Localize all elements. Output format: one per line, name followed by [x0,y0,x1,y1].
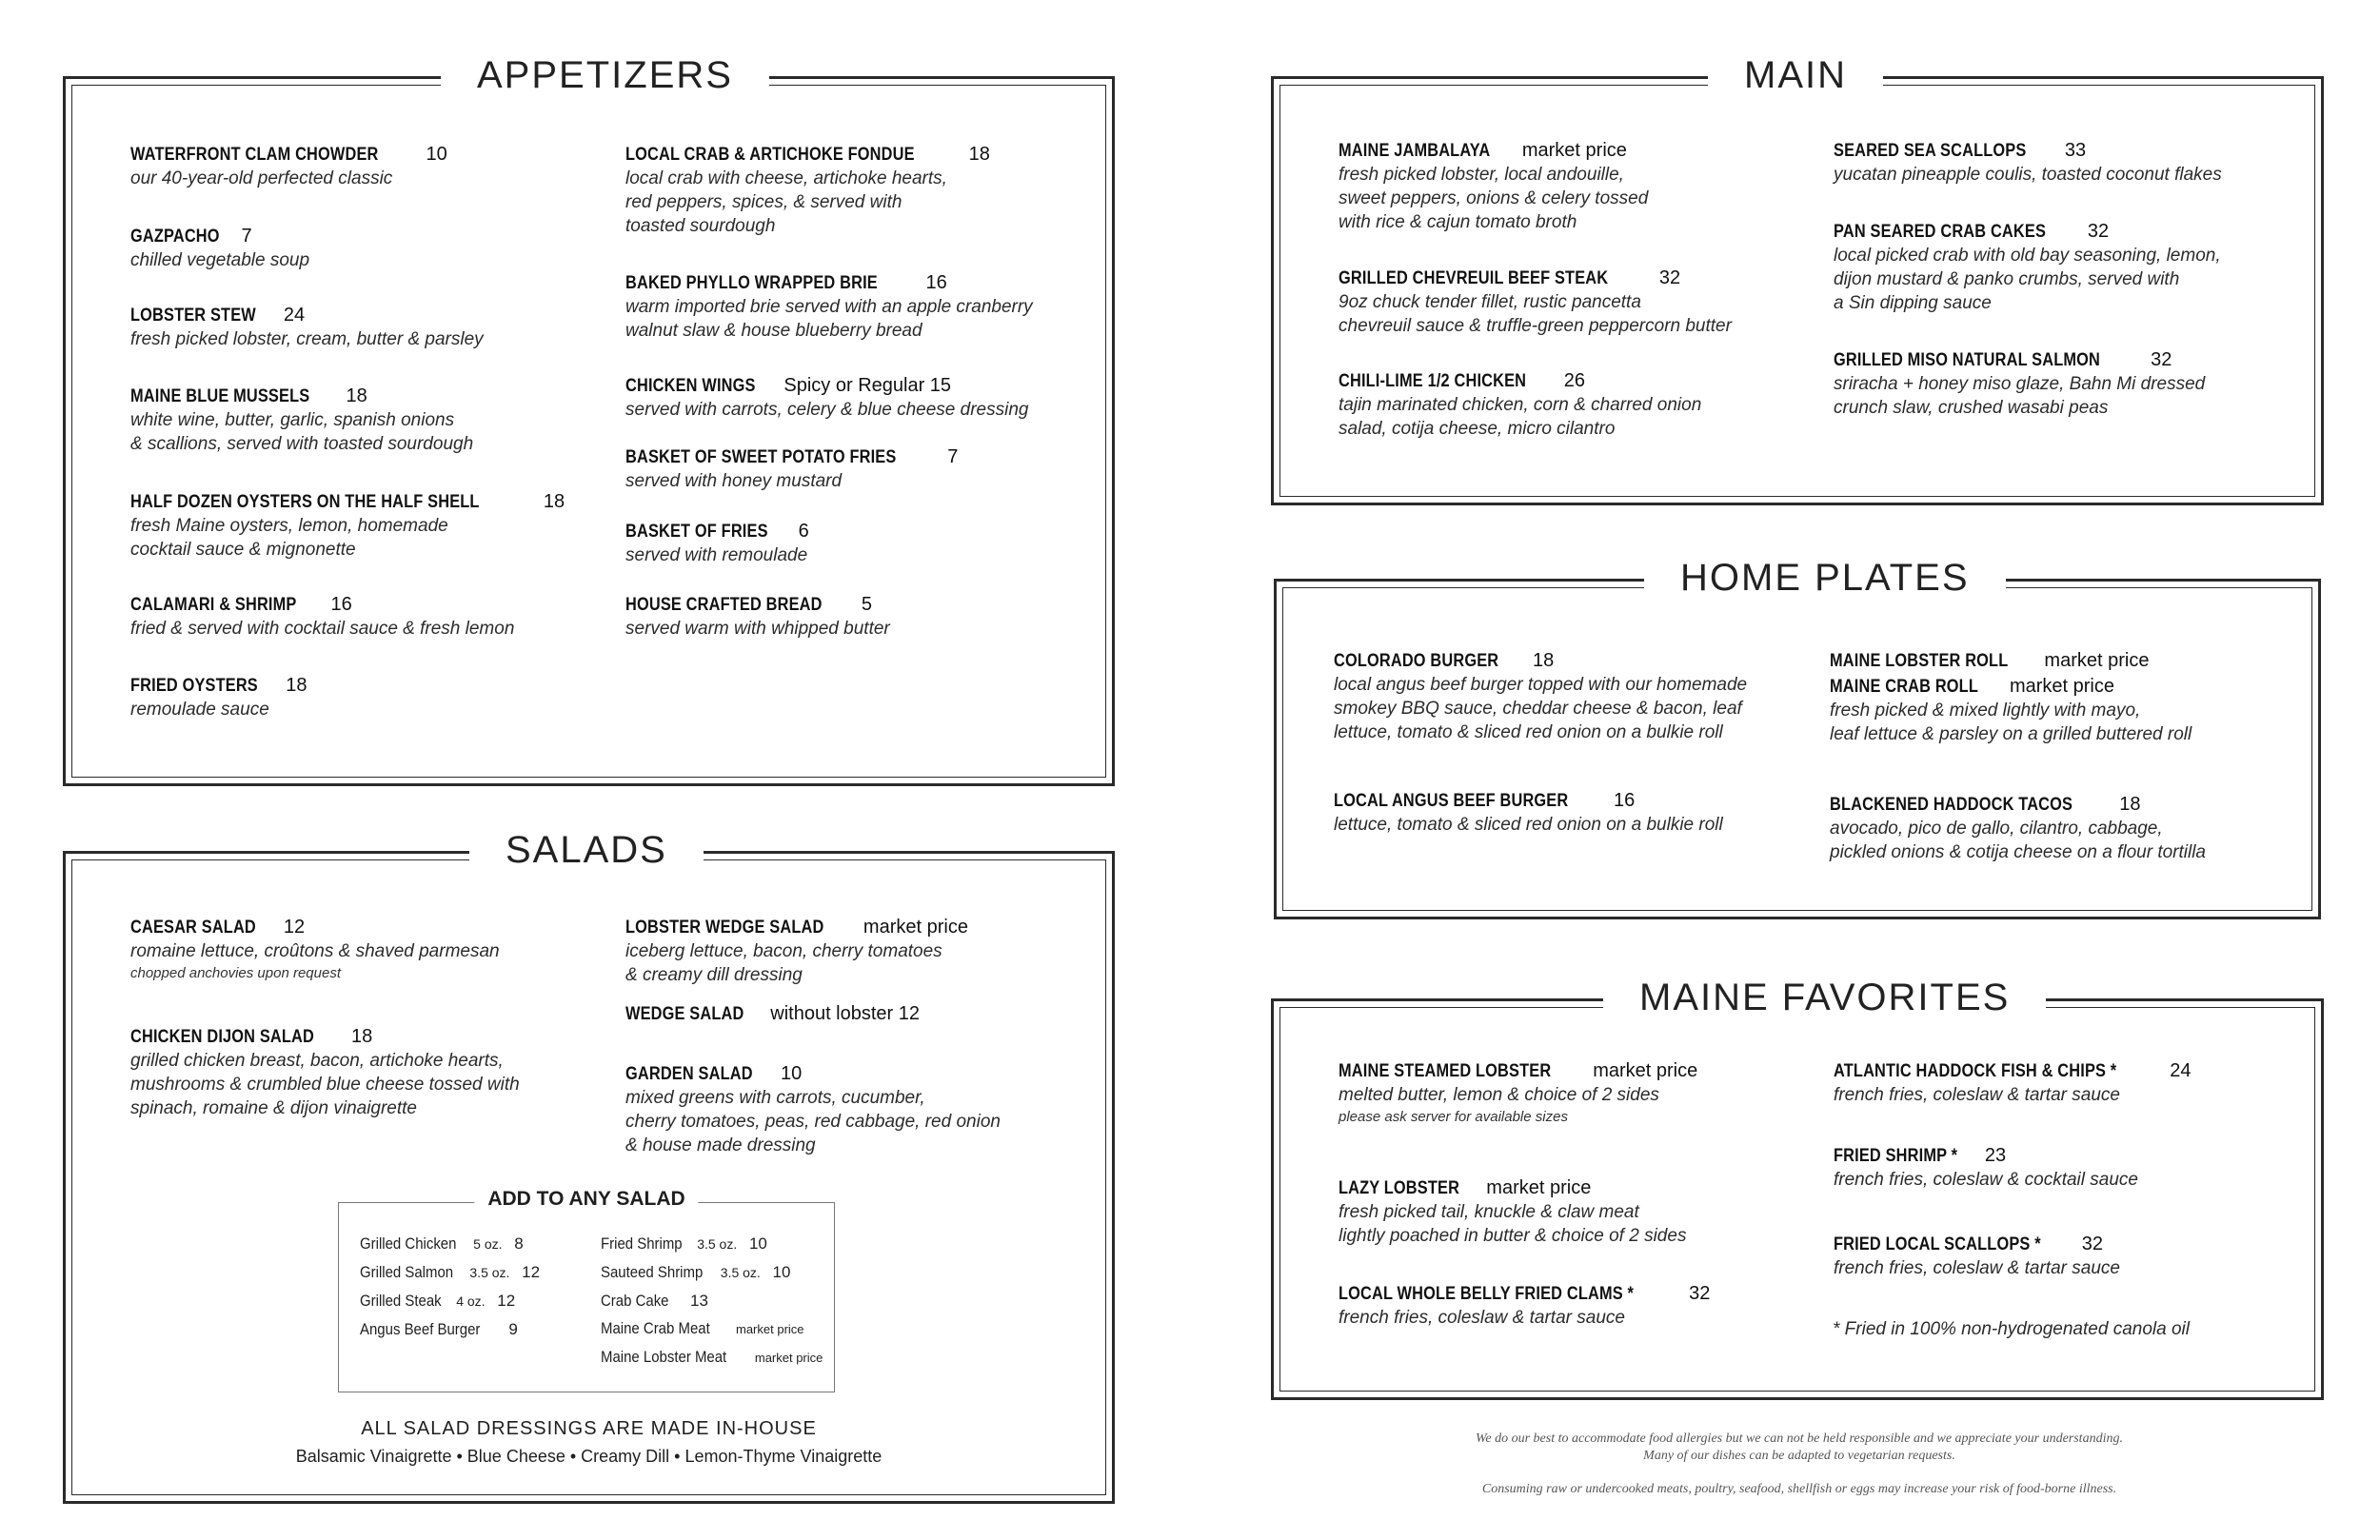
menu-item-price: 24 [2164,1060,2192,1081]
addon-portion: 3.5 oz. [466,1265,510,1280]
menu-item-description: mixed greens with carrots, cucumber, [625,1088,925,1108]
menu-item [625,374,1073,422]
addon-price: market price [751,1351,823,1365]
menu-item [1834,1233,2281,1280]
menu-item [1834,220,2281,315]
menu-item-header [130,674,578,698]
menu-item [1339,139,1786,234]
menu-item-price: 26 [1558,370,1586,391]
menu-item-name: FRIED SHRIMP * [1834,1146,1958,1166]
menu-item-price: market price [1517,140,1627,161]
menu-item-description: lettuce, tomato & sliced red onion on a bulkie roll [1334,722,1723,742]
menu-item-description: fresh picked lobster, cream, butter & parsley [130,329,484,349]
addon-price: 12 [492,1292,516,1310]
menu-item-description: fresh picked & mixed lightly with mayo, [1830,701,2141,721]
menu-item-header [130,916,578,939]
salads-title: SALADS [469,825,704,875]
menu-item-header [1834,139,2281,163]
menu-item-header [130,385,578,408]
menu-item-description: chilled vegetable soup [130,250,310,270]
menu-item-description: lightly poached in butter & choice of 2 sides [1339,1226,1687,1246]
menu-item-header [1339,1176,1786,1200]
menu-item-name: WATERFRONT CLAM CHOWDER [130,145,379,165]
addon-name: Grilled Chicken [360,1234,457,1253]
menu-item-header [1830,649,2277,673]
menu-item [1339,1059,1786,1128]
menu-item-name: CHICKEN DIJON SALAD [130,1027,315,1047]
menu-item-price: 5 [856,594,872,615]
menu-item-name: HOUSE CRAFTED BREAD [625,595,823,615]
menu-item-header [625,1062,1073,1086]
menu-item-name: BASKET OF FRIES [625,522,768,542]
addon-name: Sauteed Shrimp [601,1263,704,1281]
menu-item-description: fresh Maine oysters, lemon, homemade [130,516,448,536]
menu-item-description: served with remoulade [625,545,808,565]
menu-item-header [1339,369,1786,393]
menu-item-description: cocktail sauce & mignonette [130,540,356,560]
menu-item-description: leaf lettuce & parsley on a grilled buttered roll [1830,724,2192,744]
menu-item-name: LOCAL WHOLE BELLY FRIED CLAMS * [1339,1284,1635,1304]
menu-item-description: smokey BBQ sauce, cheddar cheese & bacon, leaf [1334,699,1742,719]
menu-item [1830,675,2277,746]
menu-item-description: toasted sourdough [625,216,776,236]
menu-item-price: 7 [942,446,959,467]
menu-item-description: local crab with cheese, artichoke hearts, [625,168,947,188]
menu-item-price: 32 [1683,1283,1711,1304]
addon-item [601,1287,823,1314]
menu-item [130,304,578,351]
menu-item-description: white wine, butter, garlic, spanish onions [130,410,455,430]
menu-item-name: CHILI-LIME 1/2 CHICKEN [1339,371,1527,391]
menu-item [1834,1059,2281,1107]
menu-item-description: yucatan pineapple coulis, toasted coconut flakes [1834,165,2222,185]
menu-item-name: FRIED LOCAL SCALLOPS * [1834,1234,2041,1254]
menu-item-description: served with honey mustard [625,471,843,491]
menu-item [1830,793,2277,864]
menu-item-description: & scallions, served with toasted sourdough [130,434,474,454]
menu-item-header [1334,789,1781,813]
menu-item-price: 32 [1654,267,1681,288]
menu-item [130,143,578,190]
menu-item-header [1334,649,1781,673]
menu-item-header [1834,1233,2281,1256]
menu-item-description: sweet peppers, onions & celery tossed [1339,188,1649,208]
appetizers-title: APPETIZERS [441,50,769,100]
menu-item-description: fresh picked lobster, local andouille, [1339,165,1624,185]
addon-name: Grilled Steak [360,1292,442,1310]
menu-item [625,1062,1073,1157]
menu-item-name: MAINE CRAB ROLL [1830,677,1978,697]
menu-item-description: french fries, coleslaw & tartar sauce [1834,1085,2120,1105]
add-to-salad-title: ADD TO ANY SALAD [474,1188,698,1211]
menu-item-name: BLACKENED HADDOCK TACOS [1830,795,2073,815]
menu-item-description: crunch slaw, crushed wasabi peas [1834,398,2109,418]
menu-item-header [1834,220,2281,244]
addon-price: 12 [517,1263,541,1281]
addon-item [360,1230,540,1258]
menu-item-name: LOCAL ANGUS BEEF BURGER [1334,791,1569,811]
menu-item-header [130,225,578,248]
menu-item-description: grilled chicken breast, bacon, artichoke hearts, [130,1051,504,1071]
menu-item-header [1834,1059,2281,1083]
menu-item-header [130,143,578,167]
menu-item-header [130,593,578,617]
addon-name: Maine Crab Meat [601,1319,710,1337]
menu-item-description: a Sin dipping sauce [1834,293,1992,313]
main-title: MAIN [1708,50,1883,100]
menu-item-name: GRILLED MISO NATURAL SALMON [1834,350,2100,370]
menu-item-description: pickled onions & cotija cheese on a flour tortilla [1830,842,2207,862]
menu-item-header [625,520,1073,543]
addon-price: market price [732,1322,804,1336]
menu-item-price: 24 [278,305,306,326]
addon-name: Maine Lobster Meat [601,1348,727,1366]
menu-item-price: 18 [340,385,367,406]
menu-item [625,520,1073,567]
menu-item-name: GAZPACHO [130,227,220,247]
addon-item [360,1258,540,1287]
raw-food-warning: Consuming raw or undercooked meats, poultry, seafood, shellfish or eggs may increase your risk of food-borne illness. [1481,1482,2117,1496]
menu-item [625,593,1073,641]
menu-item-header [625,374,1073,398]
menu-item-header [1830,675,2277,699]
menu-item-header [1834,1144,2281,1168]
menu-item-price: market price [2038,650,2150,671]
menu-item-description: with rice & cajun tomato broth [1339,212,1577,232]
menu-item-price: 23 [1979,1145,2007,1166]
menu-item-price: 33 [2059,140,2087,161]
menu-item-name: BAKED PHYLLO WRAPPED BRIE [625,273,878,293]
menu-item [625,1002,1073,1026]
menu-item-price: 32 [2076,1234,2103,1254]
menu-item [130,593,578,641]
menu-item-description: mushrooms & crumbled blue cheese tossed with [130,1075,520,1095]
menu-item-description: local angus beef burger topped with our homemade [1334,675,1748,695]
menu-item-price: market price [1480,1177,1592,1198]
menu-item-price: 18 [280,675,307,696]
menu-item-name: BASKET OF SWEET POTATO FRIES [625,447,897,467]
home-plates-panel [1274,557,2321,919]
menu-item-note: chopped anchovies upon request [130,965,342,981]
menu-item [1834,139,2281,187]
addon-name: Fried Shrimp [601,1234,683,1253]
menu-item-name: ATLANTIC HADDOCK FISH & CHIPS * [1834,1061,2117,1081]
menu-item-name: GRILLED CHEVREUIL BEEF STEAK [1339,268,1609,288]
menu-item-name: CAESAR SALAD [130,918,256,938]
menu-item-description: & creamy dill dressing [625,965,803,985]
menu-item-header [1339,267,1786,290]
menu-item-description: salad, cotija cheese, micro cilantro [1339,419,1616,439]
menu-item-description: local picked crab with old bay seasoning, lemon, [1834,246,2221,266]
menu-item-header [625,593,1073,617]
menu-item-price: 10 [775,1063,803,1084]
menu-item [130,674,578,721]
menu-item-description: melted butter, lemon & choice of 2 sides [1339,1085,1659,1105]
menu-item-price: 16 [325,594,352,615]
addon-item [360,1315,540,1343]
menu-item [1334,649,1781,744]
menu-item-name: MAINE JAMBALAYA [1339,141,1491,161]
menu-item-price: 6 [793,521,809,542]
menu-item-description: french fries, coleslaw & cocktail sauce [1834,1170,2138,1190]
menu-item-price: market price [858,917,968,938]
dressings-list: Balsamic Vinaigrette • Blue Cheese • Creamy Dill • Lemon-Thyme Vinaigrette [295,1447,883,1466]
menu-item [625,271,1073,343]
menu-item-description: iceberg lettuce, bacon, cherry tomatoes [625,941,942,961]
dressings-title: ALL SALAD DRESSINGS ARE MADE IN-HOUSE [361,1418,817,1439]
menu-item-description: lettuce, tomato & sliced red onion on a bulkie roll [1334,815,1723,835]
menu-item [130,916,578,984]
menu-item-name: HALF DOZEN OYSTERS ON THE HALF SHELL [130,492,480,512]
addons-left [360,1230,540,1343]
menu-item-header [625,916,1073,939]
menu-item [1339,369,1786,441]
menu-item-header [130,490,578,514]
menu-item-price: market price [1587,1060,1698,1081]
menu-item [130,1025,578,1120]
menu-item-description: red peppers, spices, & served with [625,192,902,212]
addon-price: 10 [767,1263,791,1281]
menu-item-name: MAINE BLUE MUSSELS [130,386,310,406]
menu-item-description: dijon mustard & panko crumbs, served with [1834,269,2180,289]
menu-item-header [130,304,578,327]
addon-item [360,1287,540,1315]
addon-portion: 5 oz. [469,1236,503,1252]
menu-item-name: LOBSTER STEW [130,306,256,326]
menu-item-header [625,143,1073,167]
addon-item [601,1258,823,1287]
menu-item-price: market price [2004,676,2114,697]
menu-item-description: & house made dressing [625,1135,816,1155]
menu-item-header [1339,1282,1786,1306]
menu-item-name: MAINE LOBSTER ROLL [1830,651,2009,671]
menu-item [1339,1282,1786,1330]
addon-name: Crab Cake [601,1292,669,1310]
menu-item-description: romaine lettuce, croûtons & shaved parmesan [130,941,500,961]
menu-item-name: LOCAL CRAB & ARTICHOKE FONDUE [625,145,915,165]
menu-item-name: COLORADO BURGER [1334,651,1499,671]
menu-item-description: warm imported brie served with an apple cranberry [625,297,1033,317]
menu-item-description: walnut slaw & house blueberry bread [625,321,922,341]
maine-favorites-title: MAINE FAVORITES [1603,973,2046,1022]
menu-item-price: 18 [963,144,990,165]
menu-item-header [625,445,1073,469]
menu-item-description: served warm with whipped butter [625,619,890,639]
addon-item [601,1343,823,1372]
menu-item-name: MAINE STEAMED LOBSTER [1339,1061,1552,1081]
menu-item-price: 18 [2113,794,2141,815]
menu-item-description: chevreuil sauce & truffle-green peppercorn butter [1339,316,1732,336]
menu-item-name: CALAMARI & SHRIMP [130,595,297,615]
menu-item-description: spinach, romaine & dijon vinaigrette [130,1098,418,1118]
menu-item-price: 32 [2145,349,2172,370]
menu-item-description: sriracha + honey miso glaze, Bahn Mi dressed [1834,374,2206,394]
addons-right [601,1230,823,1372]
addon-name: Angus Beef Burger [360,1320,481,1338]
addon-portion: 3.5 oz. [693,1236,738,1252]
menu-item-price: 7 [235,226,252,247]
addon-price: 10 [744,1234,767,1253]
menu-item-description: avocado, pico de gallo, cilantro, cabbage, [1830,819,2163,839]
menu-item-description: remoulade sauce [130,700,269,720]
menu-item-note: please ask server for available sizes [1339,1109,1568,1125]
addon-price: 13 [685,1292,708,1310]
menu-item-name: SEARED SEA SCALLOPS [1834,141,2027,161]
addon-name: Grilled Salmon [360,1263,454,1281]
menu-item-description: 9oz chuck tender fillet, rustic pancetta [1339,292,1641,312]
menu-item [1339,267,1786,338]
menu-item-header [625,1002,1073,1026]
menu-item-header [625,271,1073,295]
home-plates-title: HOME PLATES [1644,553,2006,602]
menu-item-name: WEDGE SALAD [625,1004,744,1024]
menu-item-name: GARDEN SALAD [625,1064,753,1084]
menu-item-price: 12 [278,917,306,938]
menu-item-price: 18 [538,491,565,512]
menu-item-price: without lobster 12 [764,1003,921,1024]
menu-item-description: fried & served with cocktail sauce & fresh lemon [130,619,515,639]
menu-item-header [130,1025,578,1049]
menu-item [1834,1144,2281,1192]
menu-item [625,143,1073,238]
addon-portion: 3.5 oz. [716,1265,761,1280]
menu-item-price: Spicy or Regular 15 [778,375,952,396]
menu-item-header [1834,348,2281,372]
allergy-notice: We do our best to accommodate food allergies but we can not be held responsible and we appreciate your understanding. [1476,1431,2123,1446]
addon-item [601,1314,823,1343]
menu-item-description: tajin marinated chicken, corn & charred onion [1339,395,1702,415]
menu-item-description: french fries, coleslaw & tartar sauce [1834,1258,2120,1278]
menu-item [130,225,578,272]
vegetarian-notice: Many of our dishes can be adapted to vegetarian requests. [1643,1449,1955,1463]
menu-item [130,385,578,456]
menu-item-header [1339,1059,1786,1083]
menu-item [1830,649,2277,673]
menu-item-price: 18 [346,1026,373,1047]
menu-item-header [1830,793,2277,817]
menu-item-price: 16 [1608,790,1636,811]
add-to-salad-box [338,1188,835,1392]
menu-item [1339,1176,1786,1248]
addon-price: 8 [509,1234,524,1253]
menu-item-name: LAZY LOBSTER [1339,1178,1460,1198]
menu-item [1834,348,2281,420]
menu-item-description: served with carrots, celery & blue cheese dressing [625,400,1029,420]
menu-item-price: 10 [420,144,447,165]
menu-item-description: cherry tomatoes, peas, red cabbage, red onion [625,1112,1001,1132]
menu-item-price: 32 [2082,221,2110,242]
menu-item [130,490,578,562]
menu-item [1334,789,1781,837]
menu-item-description: french fries, coleslaw & tartar sauce [1339,1308,1625,1328]
menu-item-price: 18 [1527,650,1555,671]
menu-item-header [1339,139,1786,163]
fried-oil-note: * Fried in 100% non-hydrogenated canola oil [1833,1319,2190,1339]
menu-item-name: FRIED OYSTERS [130,676,258,696]
addon-item [601,1230,823,1258]
menu-item-name: LOBSTER WEDGE SALAD [625,918,824,938]
addon-price: 9 [504,1320,518,1338]
menu-item-description: our 40-year-old perfected classic [130,168,393,188]
menu-item-name: PAN SEARED CRAB CAKES [1834,222,2047,242]
addon-portion: 4 oz. [452,1293,486,1309]
menu-item [625,445,1073,493]
menu-item-name: CHICKEN WINGS [625,376,756,396]
menu-item [625,916,1073,987]
menu-item-price: 16 [920,272,947,293]
menu-item-description: fresh picked tail, knuckle & claw meat [1339,1202,1639,1222]
